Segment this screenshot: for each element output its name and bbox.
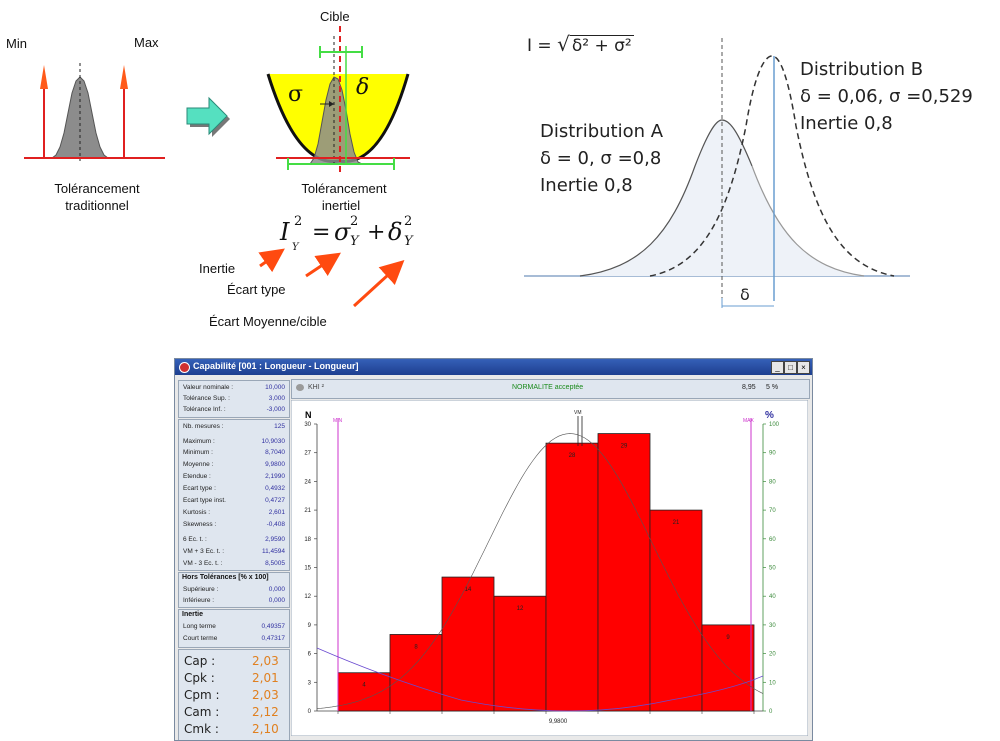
histogram-bar — [598, 434, 650, 711]
minimize-button[interactable]: _ — [771, 361, 784, 374]
traditional-caption-line2: traditionnel — [65, 198, 129, 213]
histogram-bar — [494, 596, 546, 711]
y-right-tick-label: 50 — [769, 565, 776, 572]
distribution-a-title: Distribution A — [540, 121, 664, 142]
index-row: Cpm : 2,03 — [184, 688, 279, 702]
inertial-tolerance-diagram — [262, 26, 412, 174]
y-right-tick-label: 20 — [769, 651, 776, 658]
inertial-caption-line2: inertiel — [321, 198, 361, 213]
inertie-title: Inertie — [182, 611, 204, 618]
window-titlebar[interactable] — [175, 359, 812, 375]
maximize-button[interactable]: □ — [784, 361, 797, 374]
stat-row: Ecart type inst. 0,4727 — [183, 497, 285, 504]
stat-row: VM - 3 Ec. t. : 8,5005 — [183, 560, 285, 567]
distribution-a-inertia: Inertie 0,8 — [540, 175, 633, 196]
stat-row: Skewness : -0,408 — [183, 521, 285, 528]
bar-value-label: 8 — [414, 644, 418, 651]
hors-row: Inférieure : 0,000 — [183, 597, 285, 604]
y-right-tick-label: 60 — [769, 536, 776, 543]
tol-row: Tolérance Sup. : 3,000 — [183, 395, 285, 402]
index-row: Cmk : 2,10 — [184, 722, 279, 736]
formula-equals: = — [312, 220, 331, 245]
stat-row: Ecart type : 0,4932 — [183, 485, 285, 492]
out-of-tolerance-panel — [178, 572, 290, 608]
formula-sigma-sub: Y — [350, 234, 359, 249]
formula-legend-arrows — [250, 240, 420, 320]
stats-panel — [178, 419, 290, 571]
sqrt-icon: √ — [557, 32, 570, 56]
y-left-tick-label: 24 — [304, 479, 311, 486]
delta-symbol: δ — [356, 75, 370, 100]
formula-sigma: σ — [334, 218, 351, 246]
y-right-tick-label: 10 — [769, 680, 776, 687]
formula-sigma-sup: 2 — [350, 214, 359, 229]
hors-title: Hors Tolérances [% x 100] — [182, 574, 269, 581]
distribution-b-params: δ = 0,06, σ =0,529 — [800, 86, 973, 107]
inertia-panel — [178, 609, 290, 648]
legend-ecart-moyenne: Écart Moyenne/cible — [209, 314, 327, 329]
formula-I-sup: 2 — [294, 214, 303, 229]
stat-row: VM + 3 Ec. t. : 11,4594 — [183, 548, 285, 555]
y-left-axis-title: N — [305, 410, 312, 420]
y-right-tick-label: 30 — [769, 622, 776, 629]
inertial-caption-line1: Tolérancement — [301, 181, 387, 196]
stat-row: Moyenne : 9,9800 — [183, 461, 285, 468]
inertie-row: Court terme 0,47317 — [183, 635, 285, 642]
traditional-tolerance-diagram — [20, 55, 170, 170]
formula-rhs: δ² + σ² — [571, 36, 632, 56]
stat-row: Etendue : 2,1990 — [183, 473, 285, 480]
y-left-tick-label: 12 — [304, 594, 311, 601]
vm-label: VM — [574, 410, 582, 416]
tol-row: Tolérance Inf. : -3,000 — [183, 406, 285, 413]
y-right-tick-label: 90 — [769, 450, 776, 457]
bar-value-label: 14 — [464, 587, 472, 594]
legend-inertie: Inertie — [199, 261, 236, 276]
inertie-row: Long terme 0,49357 — [183, 623, 285, 630]
transition-arrow-icon — [183, 94, 231, 138]
distribution-b-inertia: Inertie 0,8 — [800, 113, 893, 134]
capability-window — [174, 358, 813, 741]
y-left-tick-label: 18 — [304, 536, 311, 543]
y-left-tick-label: 21 — [304, 508, 311, 515]
distribution-b-title: Distribution B — [800, 59, 924, 80]
formula-delta: δ — [388, 218, 403, 246]
formula-delta-sub: Y — [404, 234, 413, 249]
sigma-symbol: σ — [288, 82, 304, 107]
formula-I: I — [280, 218, 290, 246]
y-left-tick-label: 9 — [307, 622, 311, 629]
max-flag-icon — [120, 65, 128, 89]
index-row: Cam : 2,12 — [184, 705, 279, 719]
min-flag-icon — [40, 65, 48, 89]
y-left-tick-label: 3 — [307, 680, 311, 687]
y-right-tick-label: 100 — [769, 422, 780, 428]
distribution-a-params: δ = 0, σ =0,8 — [540, 148, 662, 169]
bar-value-label: 28 — [568, 453, 576, 460]
histogram-bar — [338, 673, 390, 711]
formula-I-sub: Y — [292, 242, 299, 253]
bar-value-label: 12 — [516, 606, 524, 613]
histogram-bar — [442, 577, 494, 711]
tolerance-panel — [178, 380, 290, 418]
capability-histogram — [291, 400, 808, 736]
y-right-tick-label: 70 — [769, 508, 776, 515]
normality-bar — [291, 379, 810, 399]
stat-row: 6 Ec. t. : 2,9590 — [183, 536, 285, 543]
max-limit-label: MAX — [743, 418, 754, 424]
stat-row: Kurtosis : 2,601 — [183, 509, 285, 516]
stat-row: Nb. mesures : 125 — [183, 423, 285, 430]
inertie-arrow — [260, 252, 280, 266]
delta-gap-label: δ — [740, 285, 750, 304]
index-row: Cpk : 2,01 — [184, 671, 279, 685]
stat-row: Maximum : 10,9030 — [183, 438, 285, 445]
traditional-caption-line1: Tolérancement — [54, 181, 140, 196]
khi-icon — [296, 384, 304, 391]
y-right-tick-label: 0 — [769, 709, 773, 715]
y-left-tick-label: 30 — [304, 422, 311, 428]
histogram-bar — [650, 510, 702, 711]
tol-row: Valeur nominale : 10,000 — [183, 384, 285, 391]
formula-delta-sup: 2 — [404, 214, 413, 229]
histogram-bar — [546, 443, 598, 711]
bar-value-label: 29 — [620, 443, 628, 450]
close-button[interactable]: × — [797, 361, 810, 374]
min-limit-label: MIN — [333, 418, 343, 424]
khi-pct: 5 % — [766, 384, 779, 391]
ecart-moyenne-arrow — [354, 264, 400, 306]
y-right-tick-label: 40 — [769, 594, 776, 601]
khi-label: KHI ² — [308, 384, 324, 391]
normality-status: NORMALITE acceptée — [512, 384, 584, 391]
capability-indices-panel — [178, 649, 290, 741]
app-icon — [179, 362, 190, 373]
bar-value-label: 9 — [726, 634, 730, 641]
stat-row: Minimum : 8,7040 — [183, 449, 285, 456]
y-left-tick-label: 6 — [307, 651, 311, 658]
ecart-type-arrow — [306, 256, 336, 276]
min-label: Min — [6, 36, 27, 51]
formula-lhs: I = — [527, 36, 552, 56]
x-center-label: 9,9800 — [548, 719, 568, 725]
formula-plus: + — [367, 220, 386, 245]
index-row: Cap : 2,03 — [184, 654, 279, 668]
y-right-tick-label: 80 — [769, 479, 776, 486]
y-left-tick-label: 27 — [304, 450, 311, 457]
cible-label: Cible — [320, 9, 350, 24]
y-right-axis-title: % — [765, 410, 774, 421]
legend-ecart-type: Écart type — [227, 282, 286, 297]
khi-value: 8,95 — [742, 384, 756, 391]
bar-value-label: 21 — [672, 520, 680, 527]
max-label: Max — [134, 35, 159, 50]
y-left-tick-label: 15 — [304, 565, 311, 572]
hors-row: Supérieure : 0,000 — [183, 586, 285, 593]
bar-value-label: 4 — [362, 682, 366, 689]
window-title: Capabilité [001 : Longueur - Longueur] — [193, 361, 359, 371]
y-left-tick-label: 0 — [307, 709, 311, 715]
